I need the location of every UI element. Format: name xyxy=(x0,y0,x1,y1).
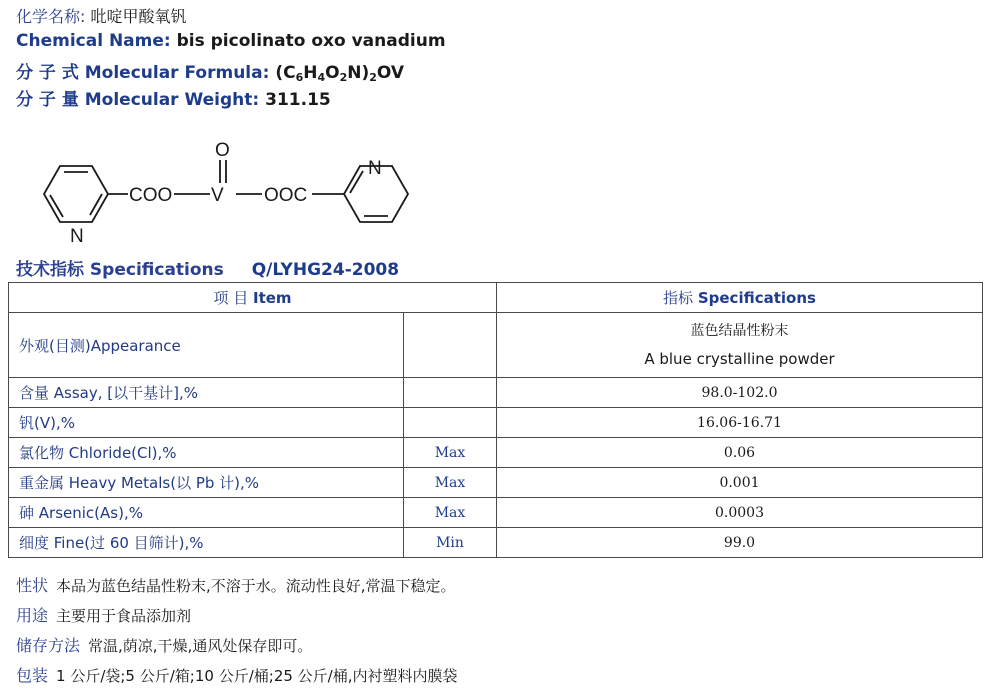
item-cell: 重金属 Heavy Metals(以 Pb 计),% xyxy=(9,468,404,498)
right-ring-n-label: N xyxy=(368,158,382,179)
limit-cell: Max xyxy=(404,498,497,528)
spec-cell: 98.0-102.0 xyxy=(497,378,983,408)
table-row xyxy=(9,408,983,438)
spec-value-en: A blue crystalline powder xyxy=(644,350,835,368)
molecular-formula-line xyxy=(16,58,404,84)
properties-label: 性状 xyxy=(16,576,49,595)
table-row xyxy=(9,528,983,558)
molecular-formula-label: 分 子 式 Molecular Formula: xyxy=(16,63,270,83)
item-cell: 砷 Arsenic(As),% xyxy=(9,498,404,528)
usage-line xyxy=(16,603,191,626)
molecular-weight-value: 311.15 xyxy=(265,90,331,110)
packing-label: 包装 xyxy=(16,666,49,685)
packing-line xyxy=(16,663,458,686)
item-cell: 含量 Assay, [以干基计],% xyxy=(9,378,404,408)
limit-cell xyxy=(404,378,497,408)
packing-value: 1 公斤/袋;5 公斤/箱;10 公斤/桶;25 公斤/桶,内衬塑料内膜袋 xyxy=(56,667,458,685)
limit-cell xyxy=(404,408,497,438)
chinese-name-label: 化学名称: xyxy=(16,7,86,26)
specifications-table xyxy=(8,282,983,558)
spec-cell: 0.06 xyxy=(497,438,983,468)
usage-label: 用途 xyxy=(16,606,49,625)
spec-cell: 0.0003 xyxy=(497,498,983,528)
item-cell: 钒(V),% xyxy=(9,408,404,438)
molecular-formula-value: $(C_6H_4O_2N)_2OV$ xyxy=(275,63,405,84)
item-column-header: 项 目 Item xyxy=(9,283,497,313)
item-cell: 氯化物 Chloride(Cl),% xyxy=(9,438,404,468)
properties-line xyxy=(16,573,456,596)
table-row xyxy=(9,438,983,468)
structural-formula-diagram xyxy=(14,132,444,250)
storage-value: 常温,荫凉,干燥,通风处保存即可。 xyxy=(88,637,313,655)
storage-line xyxy=(16,633,312,656)
limit-cell: Min xyxy=(404,528,497,558)
spec-value-cn: 蓝色结晶性粉末 xyxy=(690,323,789,339)
table-row xyxy=(9,468,983,498)
left-ring-n-label: N xyxy=(70,226,84,247)
molecular-weight-line xyxy=(16,85,331,110)
item-cell: 外观(目测)Appearance xyxy=(9,313,404,378)
usage-value: 主要用于食品添加剂 xyxy=(56,607,192,625)
chemical-name-line xyxy=(16,31,446,51)
oxo-label: O xyxy=(215,140,230,161)
item-cell: 细度 Fine(过 60 目筛计),% xyxy=(9,528,404,558)
limit-cell xyxy=(404,313,497,378)
spec-cell: 16.06-16.71 xyxy=(497,408,983,438)
chinese-name-line xyxy=(16,4,187,27)
table-row xyxy=(9,498,983,528)
spec-cell: 99.0 xyxy=(497,528,983,558)
specifications-standard: Q/LYHG24-2008 xyxy=(251,260,400,280)
chemical-name-label: Chemical Name: xyxy=(16,31,171,51)
storage-label: 储存方法 xyxy=(16,636,81,655)
specifications-heading xyxy=(16,255,399,280)
table-row xyxy=(9,378,983,408)
limit-cell: Max xyxy=(404,438,497,468)
left-pyridine-ring xyxy=(44,166,108,222)
properties-value: 本品为蓝色结晶性粉末,不溶于水。流动性良好,常温下稳定。 xyxy=(56,577,456,595)
table-row xyxy=(9,313,983,378)
specifications-label: 技术指标 Specifications xyxy=(16,260,224,280)
vanadium-label: V xyxy=(211,185,224,206)
chinese-name-value: 吡啶甲酸氧钒 xyxy=(90,7,187,26)
spec-cell xyxy=(497,313,983,378)
molecular-weight-label: 分 子 量 Molecular Weight: xyxy=(16,90,260,110)
spec-column-header: 指标 Specifications xyxy=(497,283,983,313)
table-header-row xyxy=(9,283,983,313)
spec-cell: 0.001 xyxy=(497,468,983,498)
chemical-name-value: bis picolinato oxo vanadium xyxy=(176,31,446,51)
ooc-group-label: OOC xyxy=(264,185,308,206)
limit-cell: Max xyxy=(404,468,497,498)
coo-group-label: COO xyxy=(129,185,173,206)
